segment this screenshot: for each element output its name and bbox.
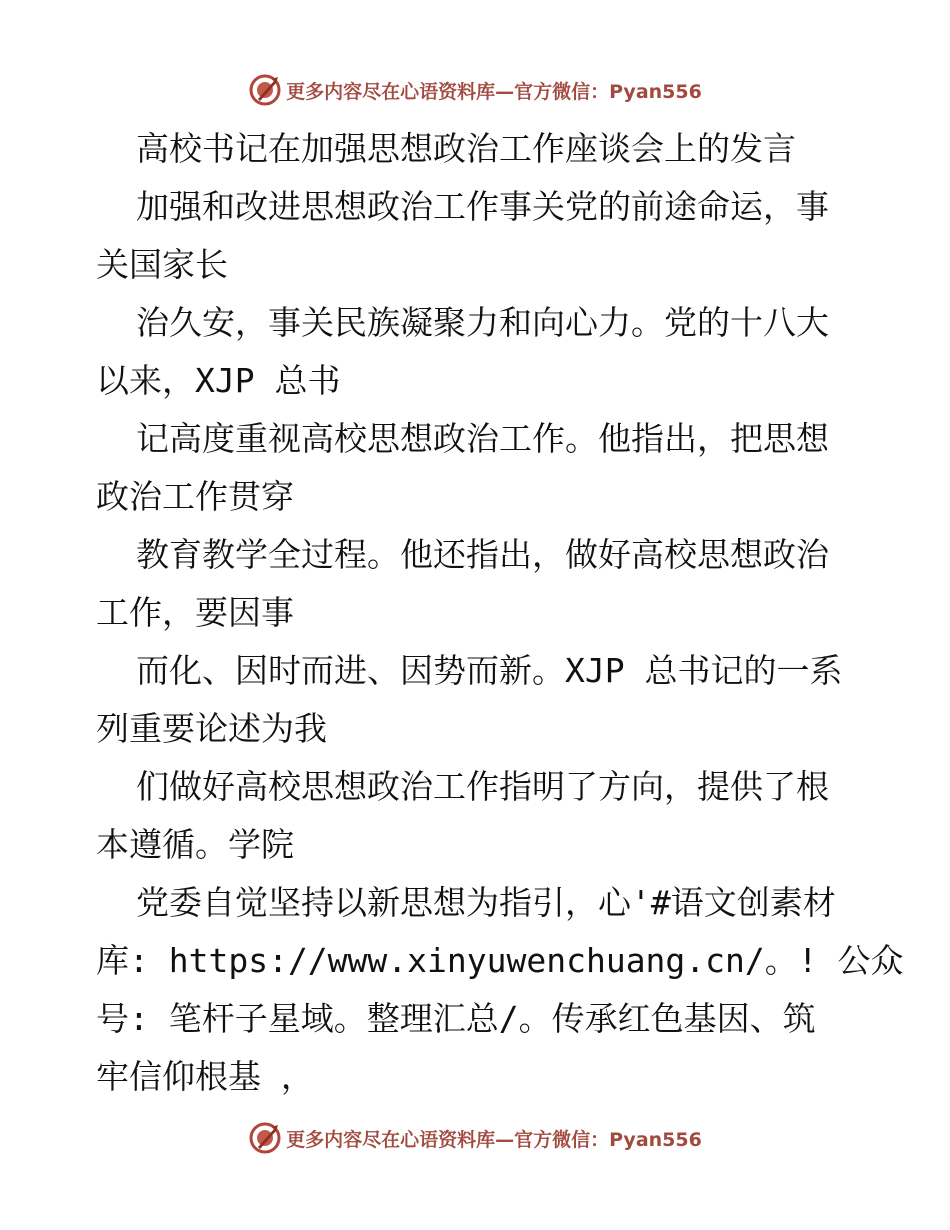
paragraph-line: 治久安，事关民族凝聚力和向心力。党的十八大 xyxy=(136,303,829,342)
footer-banner-text: 更多内容尽在心语资料库—官方微信：Pyan556 xyxy=(286,1128,702,1151)
header-banner-text: 更多内容尽在心语资料库—官方微信：Pyan556 xyxy=(286,80,702,103)
paragraph-line: 加强和改进思想政治工作事关党的前途命运，事 xyxy=(136,187,829,226)
paragraph-line: 们做好高校思想政治工作指明了方向，提供了根 xyxy=(136,767,829,806)
paragraph-line: 牢信仰根基 ， xyxy=(96,1057,314,1096)
footer-banner xyxy=(0,1116,950,1160)
document-body xyxy=(96,120,904,1106)
paragraph-line: 党委自觉坚持以新思想为指引，心'#语文创素材 xyxy=(136,883,836,922)
paragraph-line: 而化、因时而进、因势而新。XJP 总书记的一系 xyxy=(136,651,843,690)
paragraph-line: 列重要论述为我 xyxy=(96,709,327,748)
header-banner xyxy=(0,68,950,112)
paragraph-line: 工作，要因事 xyxy=(96,593,294,632)
paragraph-line: 关国家长 xyxy=(96,245,228,284)
paragraph-line: 政治工作贯穿 xyxy=(96,477,294,516)
paragraph-line: 教育教学全过程。他还指出，做好高校思想政治 xyxy=(136,535,829,574)
paragraph-line: 本遵循。学院 xyxy=(96,825,294,864)
pen-seal-icon xyxy=(248,73,282,107)
paragraph-line: 库: https://www.xinyuwenchuang.cn/。! 公众 xyxy=(96,941,904,980)
pen-seal-icon xyxy=(248,1121,282,1155)
paragraph-line: 以来，XJP 总书 xyxy=(96,361,341,400)
paragraph-line: 记高度重视高校思想政治工作。他指出，把思想 xyxy=(136,419,829,458)
paragraph-line: 号: 笔杆子星域。整理汇总/。传承红色基因、筑 xyxy=(96,999,816,1038)
document-title: 高校书记在加强思想政治工作座谈会上的发言 xyxy=(136,129,796,168)
